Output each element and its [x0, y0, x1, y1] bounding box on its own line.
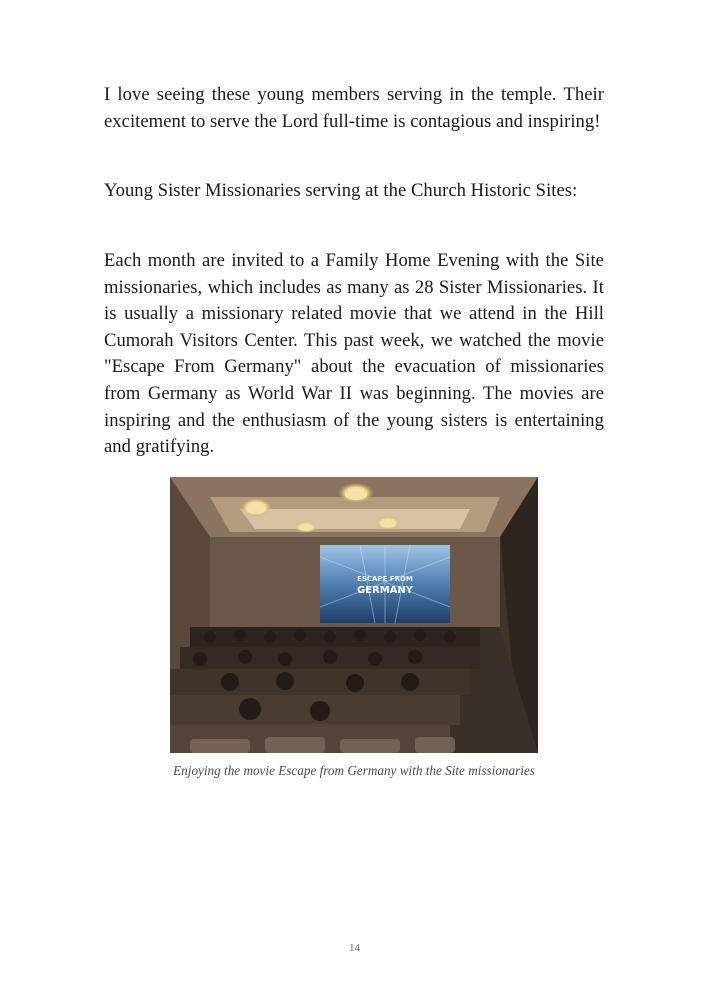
- theater-photo-illustration: [170, 477, 538, 753]
- paragraph-temple-service: I love seeing these young members serving in the temple. Their excitement to serve the Lord full-time is contagious and inspiring!: [104, 84, 604, 132]
- audience-seats: [170, 627, 480, 753]
- paragraph-sister-missionaries-heading: Young Sister Missionaries serving at the Church Historic Sites:: [104, 180, 578, 201]
- theater-photo: [170, 477, 538, 753]
- paragraph-family-home-evening: Each month are invited to a Family Home Evening with the Site missionaries, which includes as many as 28 Sister Missionaries. It is usually a missionary related movie that we attend in the Hill Cumorah Visitors Center. This past week, we watched the movie "Escape From Germany" about the evacuation of missionaries from Germany as World War II was beginning. The movies are inspiring and the enthusiasm of the young sisters is entertaining and gratifying.: [104, 250, 604, 458]
- page-number: 14: [349, 942, 360, 954]
- photo-caption: Enjoying the movie Escape from Germany with the Site missionaries: [173, 763, 535, 778]
- screen-title-line1: ESCAPE FROM: [357, 575, 413, 583]
- screen-title-line2: GERMANY: [356, 585, 414, 596]
